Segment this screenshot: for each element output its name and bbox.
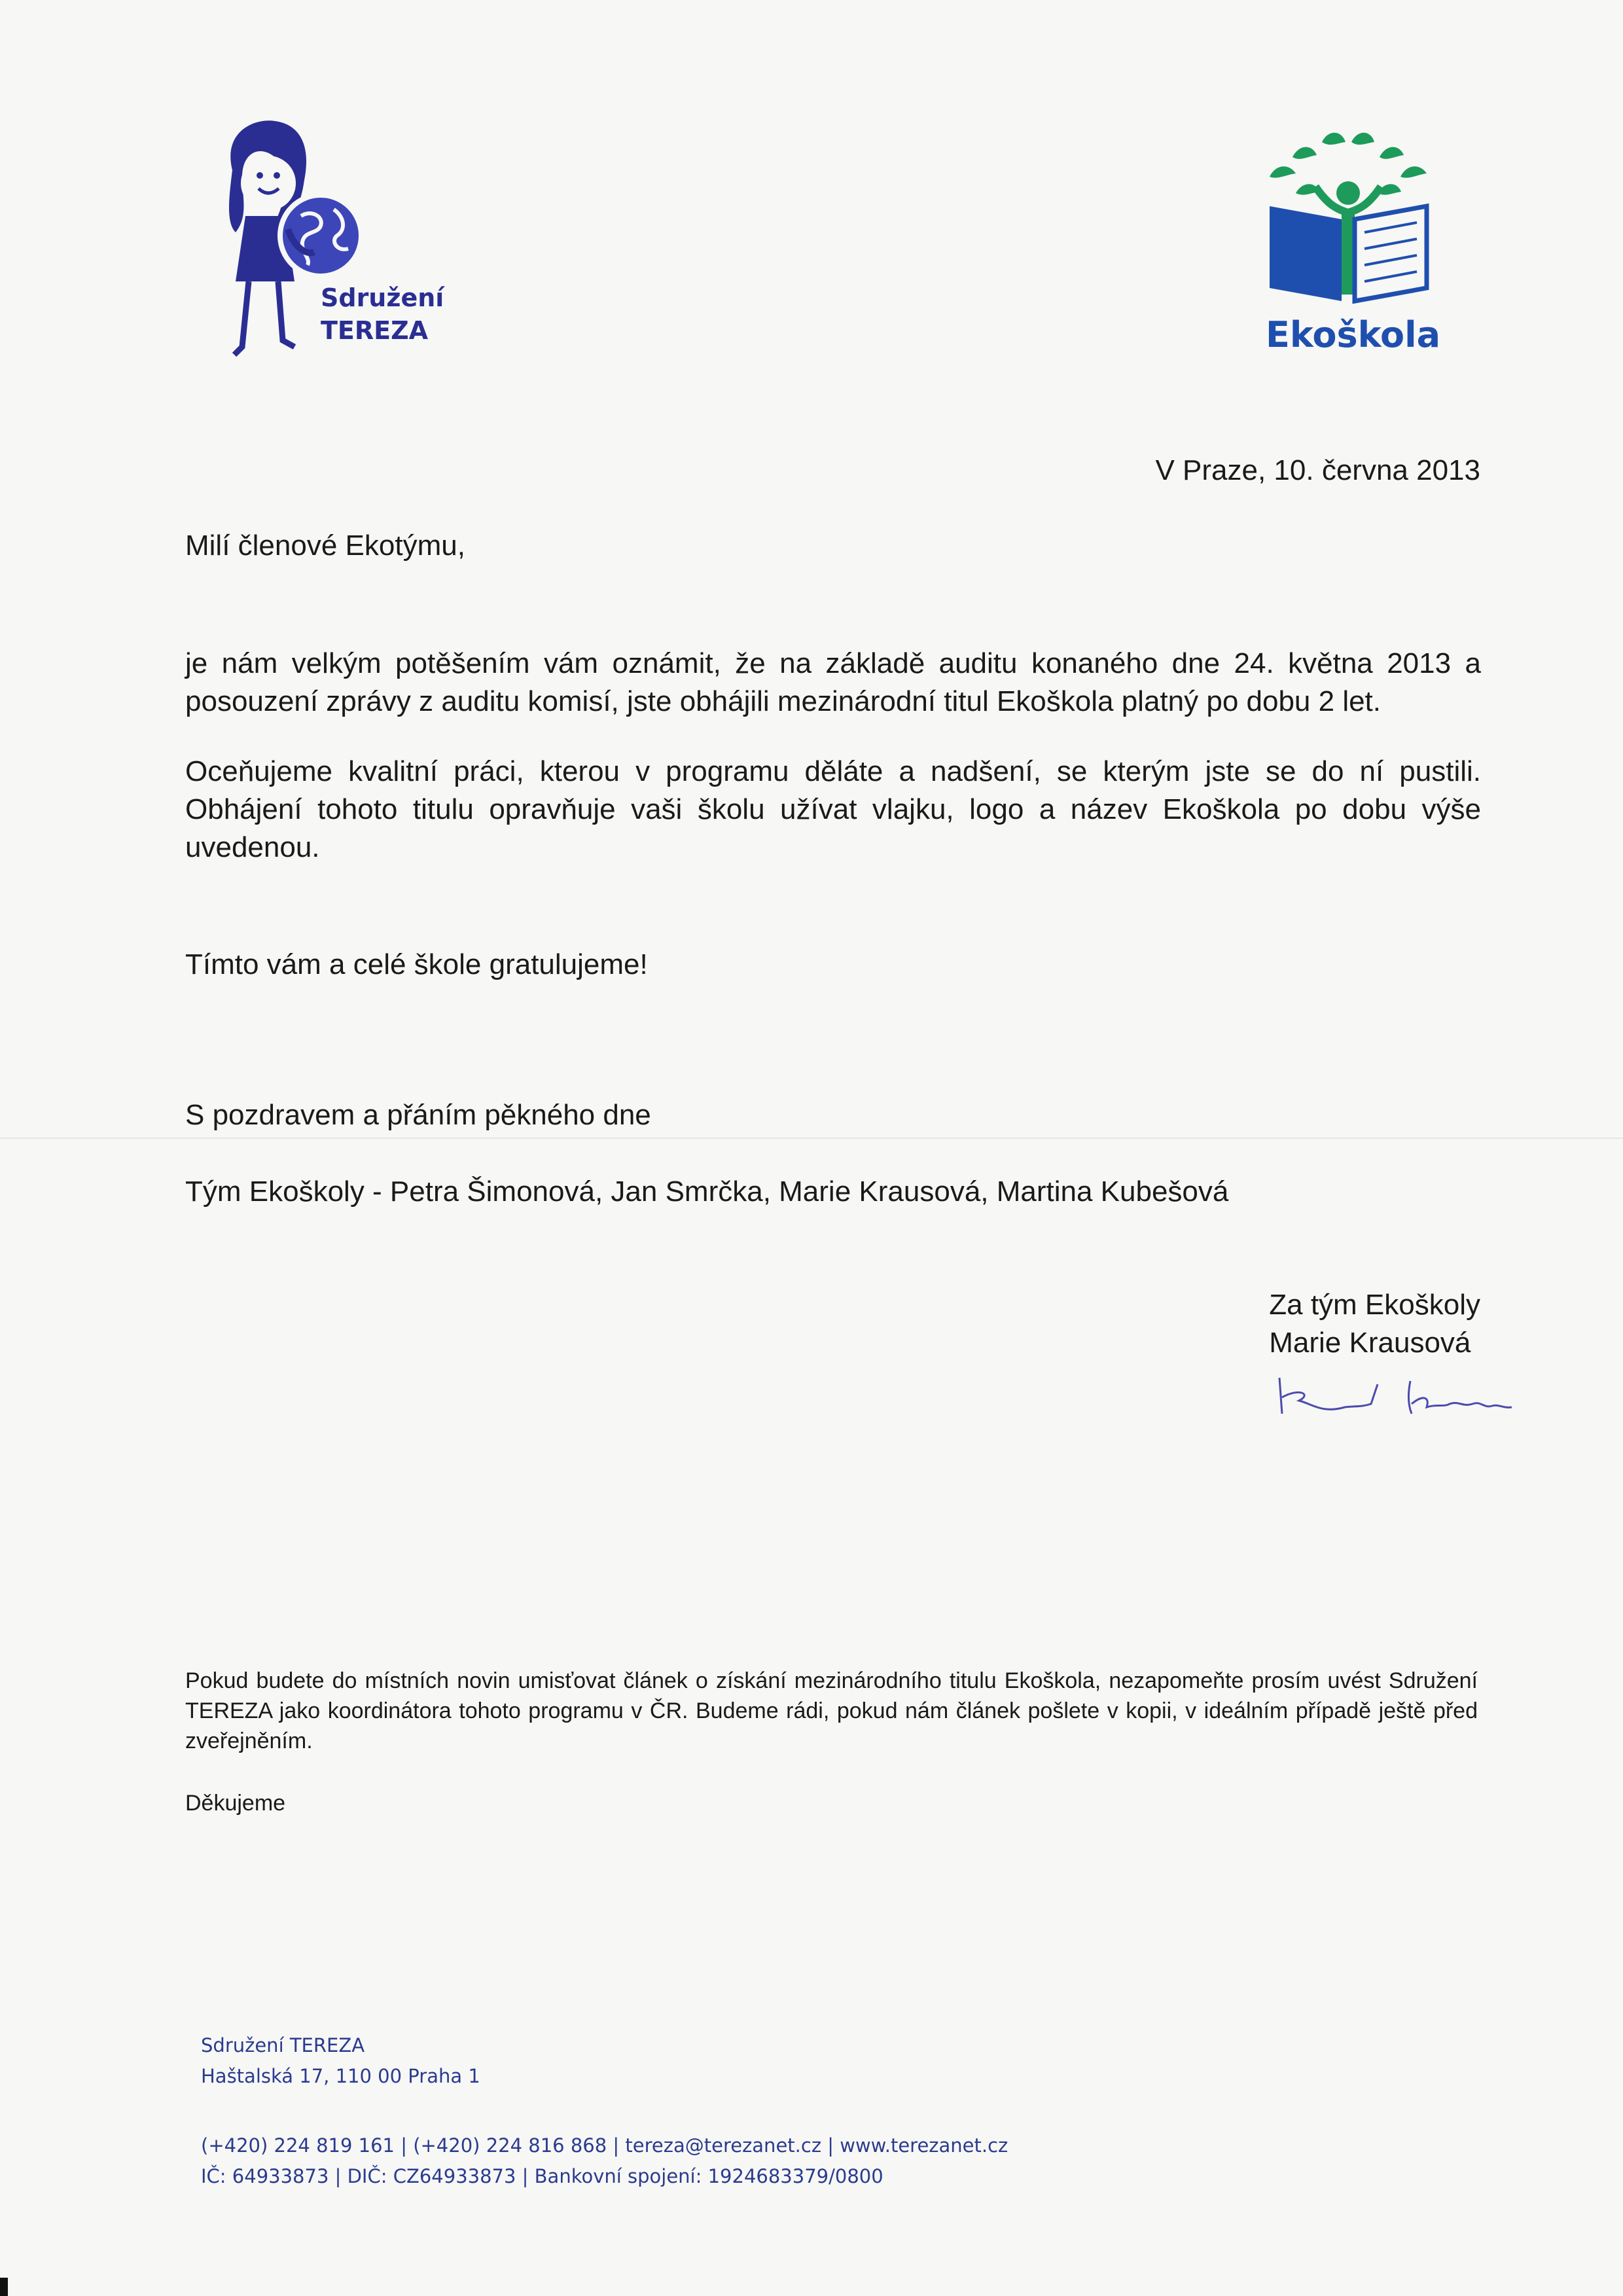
letter-salutation: Milí členové Ekotýmu, — [185, 529, 465, 562]
footer-org: Sdružení TEREZA — [201, 2034, 365, 2056]
letter-paragraph-1: je nám velkým potěšením vám oznámit, že na základě auditu konaného dne 24. května 2013 a posouzení zprávy z auditu komisí, jste obhájili mezinárodní titul Ekoškola platný po dobu 2 let. — [185, 647, 1481, 717]
footer-ids: IČ: 64933873 | DIČ: CZ64933873 | Bankovní spojení: 1924683379/0800 — [201, 2165, 883, 2187]
scan-edge-mark — [0, 2278, 8, 2296]
letter-paragraph-3: Tímto vám a celé škole gratulujeme! — [185, 948, 648, 980]
tereza-logo — [196, 118, 471, 367]
ekoskola-logo-text: Ekoškola — [1266, 314, 1441, 355]
footer-address: Haštalská 17, 110 00 Praha 1 — [201, 2065, 480, 2087]
handwritten-signature — [1273, 1368, 1522, 1427]
footer-contacts: (+420) 224 819 161 | (+420) 224 816 868 | tereza@terezanet.cz | www.terezanet.cz — [201, 2134, 1008, 2157]
signature-line-1: Za tým Ekoškoly — [1269, 1289, 1480, 1321]
ekoskola-logo — [1257, 128, 1440, 363]
footer-thanks: Děkujeme — [185, 1791, 286, 1816]
footer-note: Pokud budete do místních novin umisťovat článek o získání mezinárodního titulu Ekoškola, nezapomeňte prosím uvést Sdružení TEREZA jako koordinátora tohoto programu v ČR. Budeme rádi, pokud nám článek pošlete v kopii, v ideálním případě ještě před zveřejněním. — [185, 1668, 1478, 1753]
tereza-logo-line1: Sdružení — [321, 283, 444, 312]
letter-date: V Praze, 10. června 2013 — [1155, 454, 1480, 486]
letter-closing: S pozdravem a přáním pěkného dne — [185, 1099, 651, 1131]
letter-paragraph-2: Oceňujeme kvalitní práci, kterou v programu děláte a nadšení, se kterým jste se do ní pustili. Obhájení tohoto titulu opravňuje vaši školu užívat vlajku, logo a název Ekoškola po dobu výše uvedenou. — [185, 755, 1481, 863]
ekoskola-tree-book-icon — [1257, 128, 1440, 311]
signature-block — [1269, 1286, 1480, 1362]
letter-team: Tým Ekoškoly - Petra Šimonová, Jan Smrčka, Marie Krausová, Martina Kubešová — [185, 1175, 1229, 1208]
signature-line-2: Marie Krausová — [1269, 1327, 1471, 1359]
paper-fold-line — [0, 1138, 1623, 1139]
tereza-logo-line2: TEREZA — [321, 316, 429, 345]
